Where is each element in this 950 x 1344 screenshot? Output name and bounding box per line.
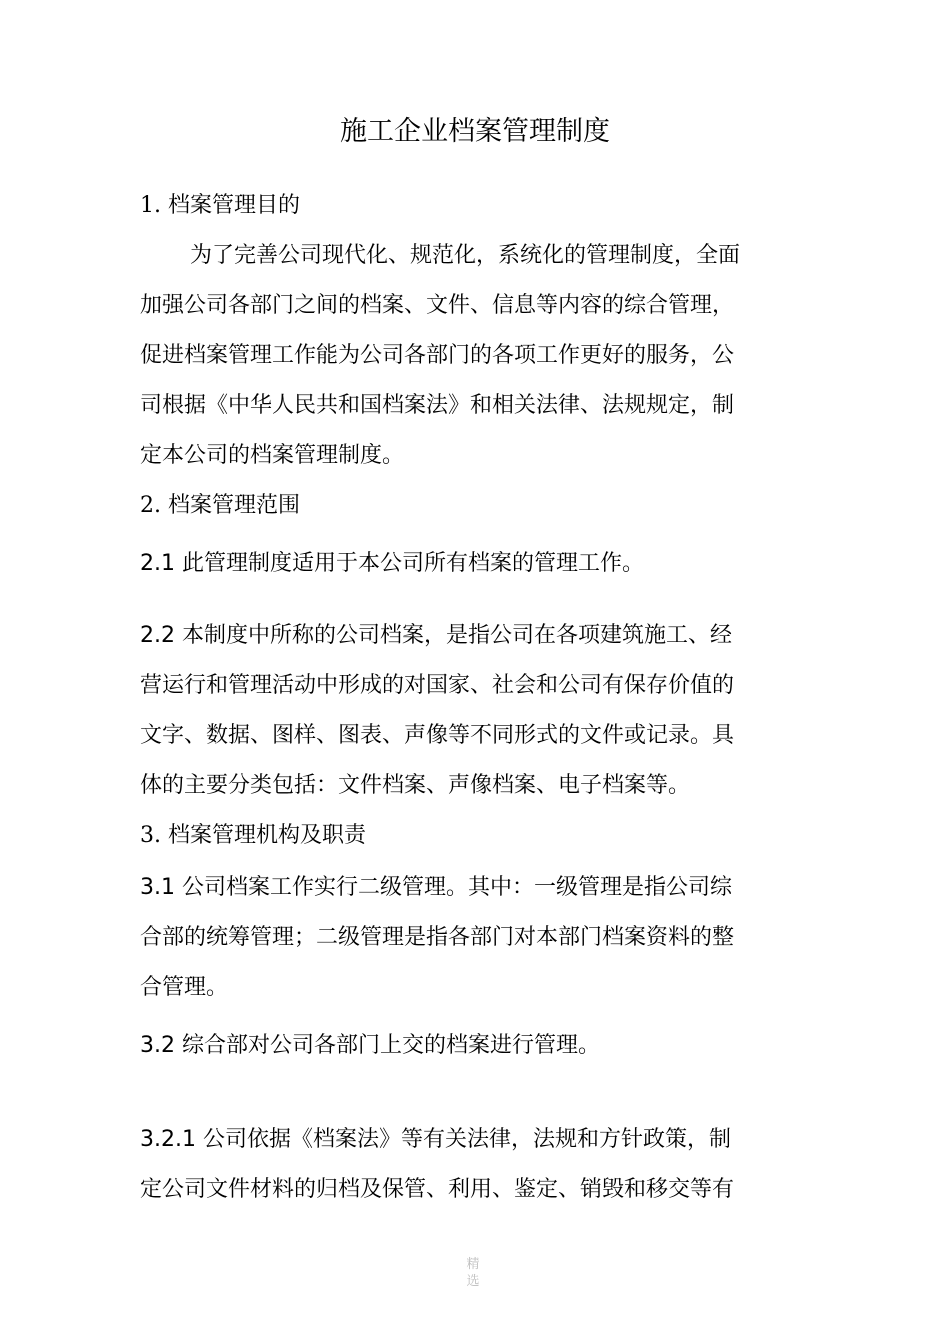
paragraph-line: 2.1 此管理制度适用于本公司所有档案的管理工作。: [140, 551, 644, 576]
paragraph-line: 体的主要分类包括：文件档案、声像档案、电子档案等。: [140, 773, 691, 798]
paragraph-line: 3.1 公司档案工作实行二级管理。其中：一级管理是指公司综: [140, 875, 732, 900]
section-heading-3: 3. 档案管理机构及职责: [140, 823, 366, 848]
section-heading-2: 2. 档案管理范围: [140, 493, 300, 518]
paragraph-line: 文字、数据、图样、图表、声像等不同形式的文件或记录。具: [140, 723, 735, 748]
paragraph-line: 合部的统筹管理；二级管理是指各部门对本部门档案资料的整: [140, 925, 735, 950]
paragraph-line: 司根据《中华人民共和国档案法》和相关法律、法规规定，制: [140, 393, 735, 418]
footer-char: 精: [466, 1257, 480, 1272]
paragraph-line: 3.2 综合部对公司各部门上交的档案进行管理。: [140, 1033, 600, 1058]
footer-char: 选: [466, 1274, 480, 1289]
paragraph-line: 营运行和管理活动中形成的对国家、社会和公司有保存价值的: [140, 673, 735, 698]
page-footer-mark: [458, 1256, 488, 1290]
paragraph-line: 3.2.1 公司依据《档案法》等有关法律，法规和方针政策，制: [140, 1127, 731, 1152]
paragraph-line: 加强公司各部门之间的档案、文件、信息等内容的综合管理，: [140, 293, 735, 318]
paragraph-line: 为了完善公司现代化、规范化，系统化的管理制度，全面: [190, 243, 741, 268]
paragraph-line: 2.2 本制度中所称的公司档案，是指公司在各项建筑施工、经: [140, 623, 732, 648]
page-title: 施工企业档案管理制度: [340, 116, 610, 147]
paragraph-line: 定本公司的档案管理制度。: [140, 443, 405, 468]
paragraph-line: 促进档案管理工作能为公司各部门的各项工作更好的服务，公: [140, 343, 735, 368]
paragraph-line: 合管理。: [140, 975, 229, 1000]
section-heading-1: 1. 档案管理目的: [140, 193, 300, 218]
paragraph-line: 定公司文件材料的归档及保管、利用、鉴定、销毁和移交等有: [140, 1177, 735, 1202]
